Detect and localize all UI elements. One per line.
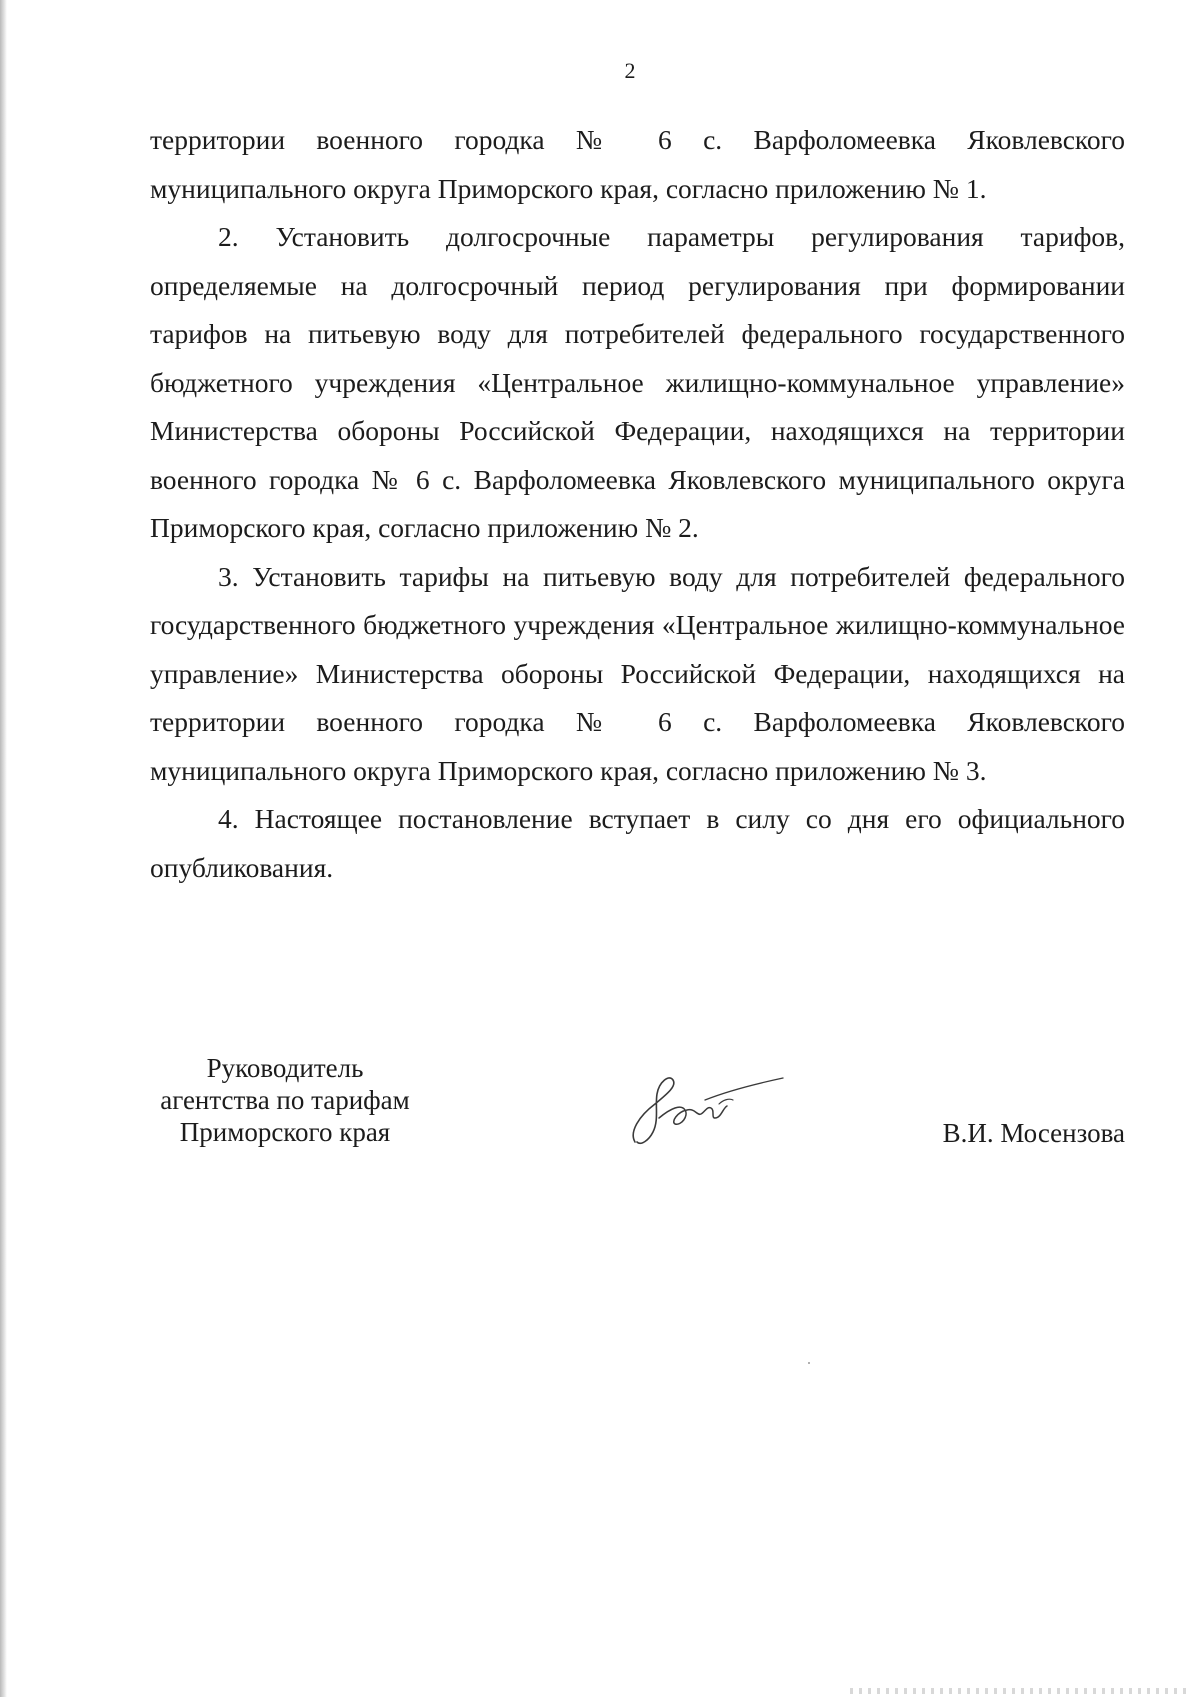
paragraph-continuation: территории военного городка № 6 с. Варфоломеевка Яковлевского муниципального округа Приморского края, согласно приложению № 1. (150, 124, 1125, 204)
page-number: 2 (624, 58, 636, 83)
signer-title (145, 1052, 425, 1148)
handwritten-signature (615, 1060, 795, 1160)
signer-name: В.И. Мосензова (942, 1118, 1125, 1148)
scan-noise-strip (850, 1688, 1190, 1694)
scan-edge-shadow (0, 0, 7, 1697)
paragraph-item-4: 4. Настоящее постановление вступает в силу со дня его официального опубликования. (150, 803, 1125, 883)
document-body (150, 116, 1125, 892)
signer-title-line: агентства по тарифам (160, 1085, 410, 1115)
signer-title-line: Руководитель (206, 1053, 364, 1083)
scan-speck (808, 1362, 810, 1364)
signature-block (0, 1052, 1200, 1192)
paragraph-item-3: 3. Установить тарифы на питьевую воду для потребителей федерального государственного бюджетного учреждения «Центральное жилищно-коммунальное управление» Министерства обороны Российской Федерации, находящихся на территории военного городка № 6 с. Варфоломеевка Яковлевского муниципального округа Приморского края, согласно приложению № 3. (150, 560, 1125, 786)
signer-title-line: Приморского края (179, 1117, 391, 1147)
paragraph-item-2: 2. Установить долгосрочные параметры регулирования тарифов, определяемые на долгосрочный период регулирования при формировании тарифов на питьевую воду для потребителей федерального государственного бюджетного учреждения «Центральное жилищно-коммунальное управление» Министерства обороны Российской Федерации, находящихся на территории военного городка № 6 с. Варфоломеевка Яковлевского муниципального округа Приморского края, согласно приложению № 2. (150, 221, 1125, 543)
